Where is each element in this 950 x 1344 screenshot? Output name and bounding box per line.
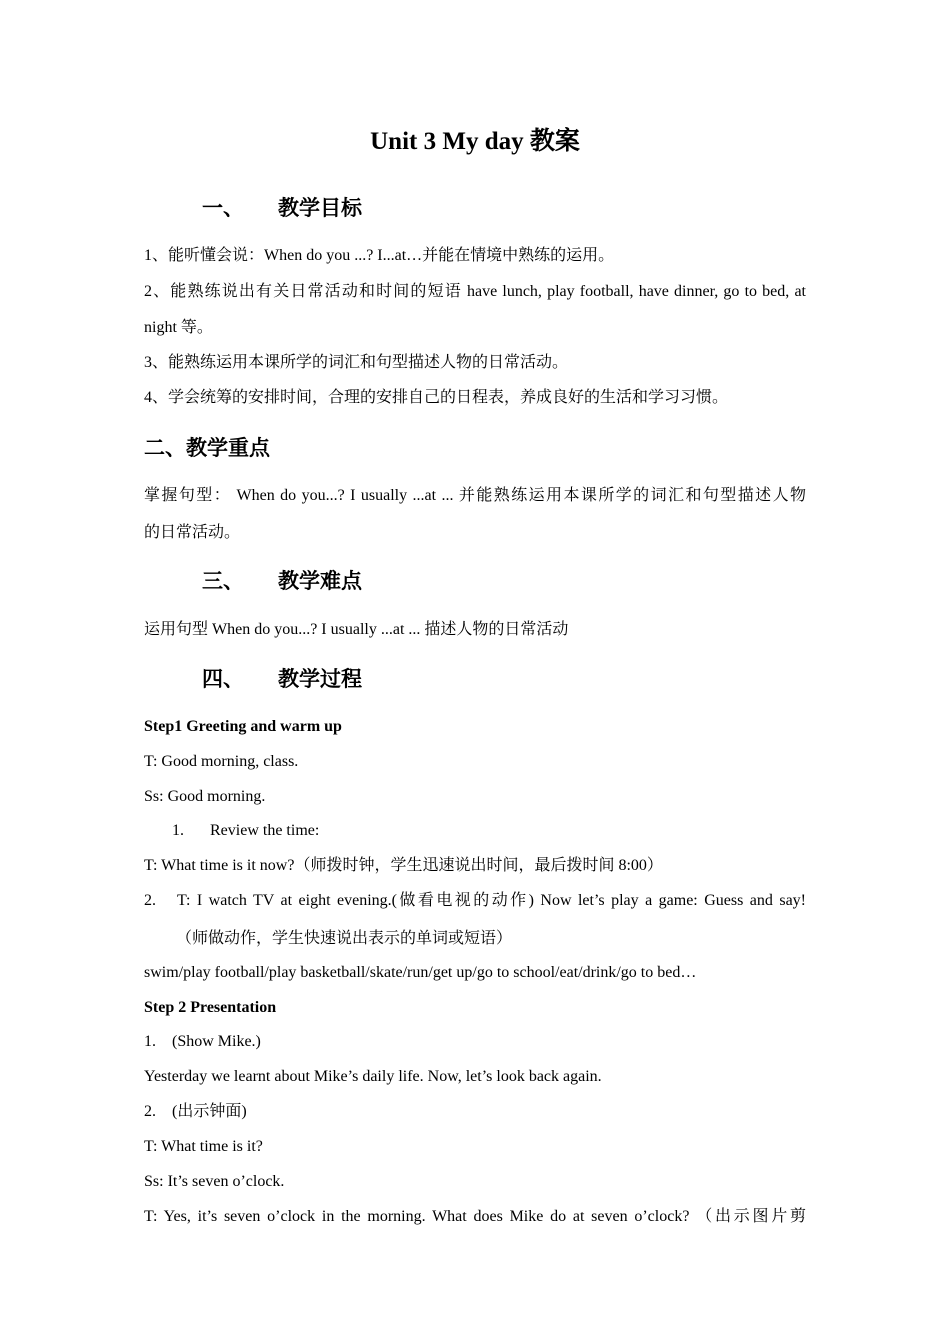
list-item-show-clock xyxy=(144,1101,247,1123)
step2-title: Step 2 Presentation xyxy=(144,999,277,1016)
process-line: T: Yes, it’s seven o’clock in the morning. What does Mike do at seven o’clock? （出示图片剪 xyxy=(144,1208,806,1225)
activity-list-line: swim/play football/play basketball/skate/run/get up/go to school/eat/drink/go to bed… xyxy=(144,964,697,981)
section-heading-objectives xyxy=(202,193,362,223)
key-point-line-1: 掌握句型： When do you...? I usually ...at ... 并能熟练运用本课所学的词汇和句型描述人物 xyxy=(144,487,806,504)
goal-line-2-cont: night 等。 xyxy=(144,319,213,336)
goal-line-4: 4、学会统筹的安排时间，合理的安排自己的日程表，养成良好的生活和学习习惯。 xyxy=(144,389,729,406)
document-title: Unit 3 My day 教案 xyxy=(370,128,580,155)
section-number: 四、 xyxy=(202,667,244,691)
list-item-show-mike xyxy=(144,1031,261,1053)
section-heading-key-points: 二、教学重点 xyxy=(144,436,270,460)
process-line: T: What time is it? xyxy=(144,1138,263,1155)
step1-title: Step1 Greeting and warm up xyxy=(144,718,342,735)
section-label: 教学难点 xyxy=(278,569,362,593)
list-number: 1. xyxy=(144,1033,156,1050)
list-text: T: I watch TV at eight evening.(做看电视的动作) Now let’s play a game: Guess and say! xyxy=(177,892,806,909)
process-line: T: Good morning, class. xyxy=(144,753,299,770)
list-text: (Show Mike.) xyxy=(172,1033,261,1050)
list-text: (出示钟面) xyxy=(172,1103,247,1120)
goal-line-1: 1、能听懂会说：When do you ...? I...at…并能在情境中熟练的运用。 xyxy=(144,247,615,264)
process-line: Ss: It’s seven o’clock. xyxy=(144,1173,285,1190)
section-heading-difficulty xyxy=(202,566,362,596)
section-number: 一、 xyxy=(202,196,244,220)
list-number: 2. xyxy=(144,892,156,909)
difficulty-line: 运用句型 When do you...? I usually ...at ... 描述人物的日常活动 xyxy=(144,621,569,638)
section-label: 教学过程 xyxy=(278,667,362,691)
list-item-guess-and-say xyxy=(144,890,806,912)
list-number: 2. xyxy=(144,1103,156,1120)
list-text: Review the time: xyxy=(210,822,320,839)
section-heading-process xyxy=(202,664,362,694)
goal-line-2: 2、能熟练说出有关日常活动和时间的短语 have lunch, play football, have dinner, go to bed, at xyxy=(144,283,806,300)
process-line: Ss: Good morning. xyxy=(144,788,266,805)
key-point-line-2: 的日常活动。 xyxy=(144,524,241,541)
goal-line-3: 3、能熟练运用本课所学的词汇和句型描述人物的日常活动。 xyxy=(144,354,569,371)
process-line: Yesterday we learnt about Mike’s daily life. Now, let’s look back again. xyxy=(144,1068,602,1085)
list-item-continuation: （师做动作，学生快速说出表示的单词或短语） xyxy=(176,930,513,947)
process-line: T: What time is it now?（师拨时钟，学生迅速说出时间，最后拨时间 8:00） xyxy=(144,857,663,874)
section-label: 教学目标 xyxy=(278,196,362,220)
list-number: 1. xyxy=(172,822,184,839)
section-number: 三、 xyxy=(202,569,244,593)
list-item-review-time xyxy=(172,820,319,842)
